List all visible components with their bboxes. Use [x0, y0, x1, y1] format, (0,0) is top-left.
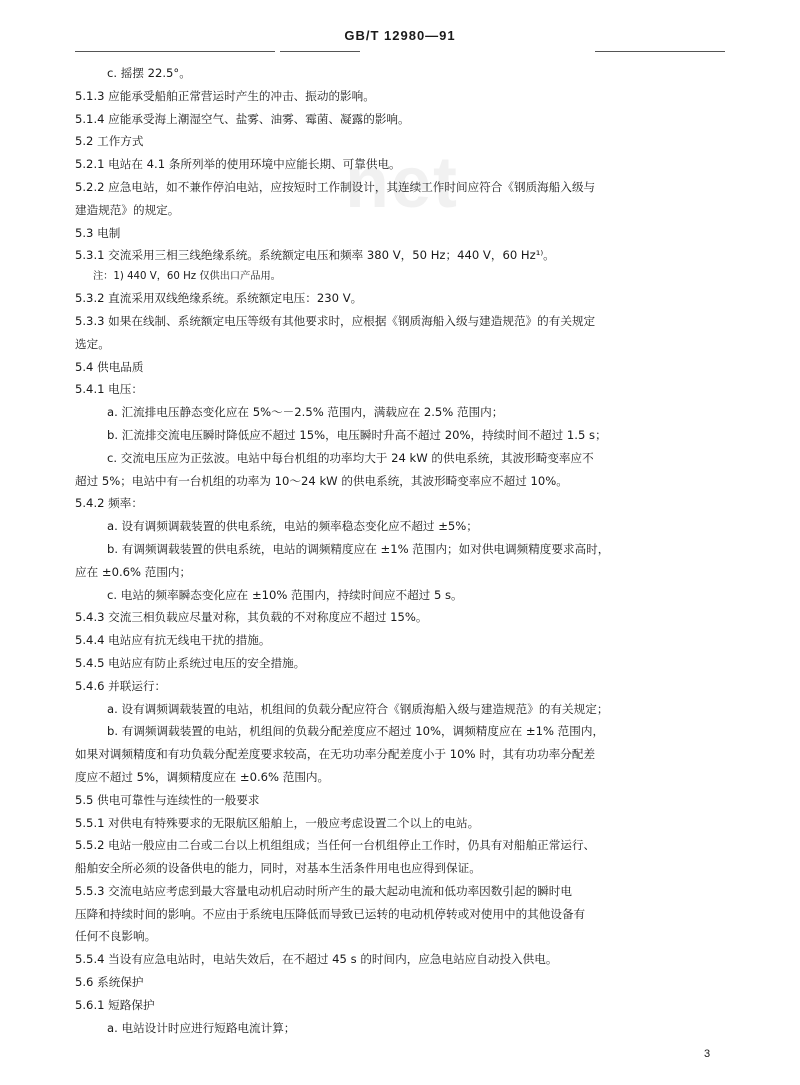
text-line: 5.4.4 电站应有抗无线电干扰的措施。: [75, 633, 271, 648]
text-line: 5.3.1 交流采用三相三线绝缘系统。系统额定电压和频率 380 V，50 Hz；440 V，60 Hz¹⁾。: [75, 248, 555, 263]
text-line: 5.5.3 交流电站应考虑到最大容量电动机启动时所产生的最大起动电流和低功率因数引起的瞬时电: [75, 883, 572, 898]
text-line: 5.5.4 当设有应急电站时，电站失效后，在不超过 45 s 的时间内，应急电站应自动投入供电。: [75, 952, 558, 967]
page-number: 3: [704, 1048, 711, 1060]
header-rule-right: [595, 51, 725, 52]
text-line: 超过 5%；电站中有一台机组的功率为 10～24 kW 的供电系统，其波形畸变率应不超过 10%。: [75, 473, 568, 488]
text-line: a. 汇流排电压静态变化应在 5%～－2.5% 范围内，满载应在 2.5% 范围内；: [107, 405, 504, 420]
text-line: 5.3 电制: [75, 225, 121, 240]
document-header: GB/T 12980—91: [344, 28, 456, 43]
header-rule-middle: [280, 51, 360, 52]
header-rule-left: [75, 51, 275, 52]
text-line: 船舶安全所必须的设备供电的能力，同时，对基本生活条件用电也应得到保证。: [75, 861, 481, 876]
text-line: 5.1.4 应能承受海上潮湿空气、盐雾、油雾、霉菌、凝露的影响。: [75, 111, 410, 126]
text-line: b. 汇流排交流电压瞬时降低应不超过 15%，电压瞬时升高不超过 20%，持续时间不超过 1.5 s；: [107, 427, 607, 442]
text-line: 建造规范》的规定。: [75, 202, 180, 217]
text-line: 5.5.1 对供电有特殊要求的无限航区船舶上，一般应考虑设置二个以上的电站。: [75, 815, 480, 830]
text-line: 5.4.3 交流三相负载应尽量对称，其负载的不对称度应不超过 15%。: [75, 610, 428, 625]
text-line: 度应不超过 5%，调频精度应在 ±0.6% 范围内。: [75, 769, 330, 784]
text-line: 压降和持续时间的影响。不应由于系统电压降低而导致已运转的电动机停转或对使用中的其他设备有: [75, 906, 586, 921]
text-line: c. 电站的频率瞬态变化应在 ±10% 范围内，持续时间应不超过 5 s。: [107, 587, 463, 602]
text-line: 5.3.3 如果在线制、系统额定电压等级有其他要求时，应根据《钢质海船入级与建造规范》的有关规定: [75, 313, 596, 328]
text-line: 选定。: [75, 336, 110, 351]
text-line: 5.2 工作方式: [75, 134, 144, 149]
text-line: c. 摇摆 22.5°。: [107, 66, 191, 80]
text-line: a. 设有调频调载装置的供电系统，电站的频率稳态变化应不超过 ±5%；: [107, 519, 478, 534]
text-line: c. 交流电压应为正弦波。电站中每台机组的功率均大于 24 kW 的供电系统，其波形畸变率应不: [107, 450, 594, 465]
text-line: 应在 ±0.6% 范围内；: [75, 564, 192, 579]
document-body: [75, 62, 740, 1039]
text-line: 5.1.3 应能承受船舶正常营运时产生的冲击、振动的影响。: [75, 88, 375, 103]
text-line: 5.4.5 电站应有防止系统过电压的安全措施。: [75, 655, 306, 670]
watermark: net: [345, 143, 459, 223]
text-line: 注：1) 440 V，60 Hz 仅供出口产品用。: [93, 271, 281, 283]
text-line: 5.5.2 电站一般应由二台或二台以上机组组成；当任何一台机组停止工作时，仍具有对船舶正常运行、: [75, 838, 596, 853]
text-line: 5.4 供电品质: [75, 359, 144, 374]
text-line: 任何不良影响。: [75, 929, 157, 944]
text-line: 5.6 系统保护: [75, 975, 144, 990]
text-line: b. 有调频调载装置的供电系统，电站的调频精度应在 ±1% 范围内；如对供电调频精度要求高时，: [107, 541, 610, 556]
text-line: 5.5 供电可靠性与连续性的一般要求: [75, 792, 260, 807]
text-line: b. 有调频调载装置的电站，机组间的负载分配差度应不超过 10%，调频精度应在 ±1% 范围内，: [107, 724, 605, 739]
text-line: 5.2.1 电站在 4.1 条所列举的使用环境中应能长期、可靠供电。: [75, 157, 401, 172]
text-line: 5.4.2 频率：: [75, 496, 143, 511]
text-line: 如果对调频精度和有功负载分配差度要求较高，在无功功率分配差度小于 10% 时，其有功功率分配差: [75, 747, 596, 762]
text-line: a. 电站设计时应进行短路电流计算；: [107, 1020, 296, 1035]
text-line: 5.6.1 短路保护: [75, 997, 155, 1012]
text-line: 5.3.2 直流采用双线绝缘系统。系统额定电压：230 V。: [75, 291, 363, 306]
text-line: 5.4.1 电压：: [75, 382, 143, 397]
text-line: 5.2.2 应急电站，如不兼作停泊电站，应按短时工作制设计，其连续工作时间应符合《钢质海船入级与: [75, 179, 596, 194]
text-line: 5.4.6 并联运行：: [75, 678, 167, 693]
text-line: a. 设有调频调载装置的电站，机组间的负载分配应符合《钢质海船入级与建造规范》的有关规定；: [107, 701, 609, 716]
